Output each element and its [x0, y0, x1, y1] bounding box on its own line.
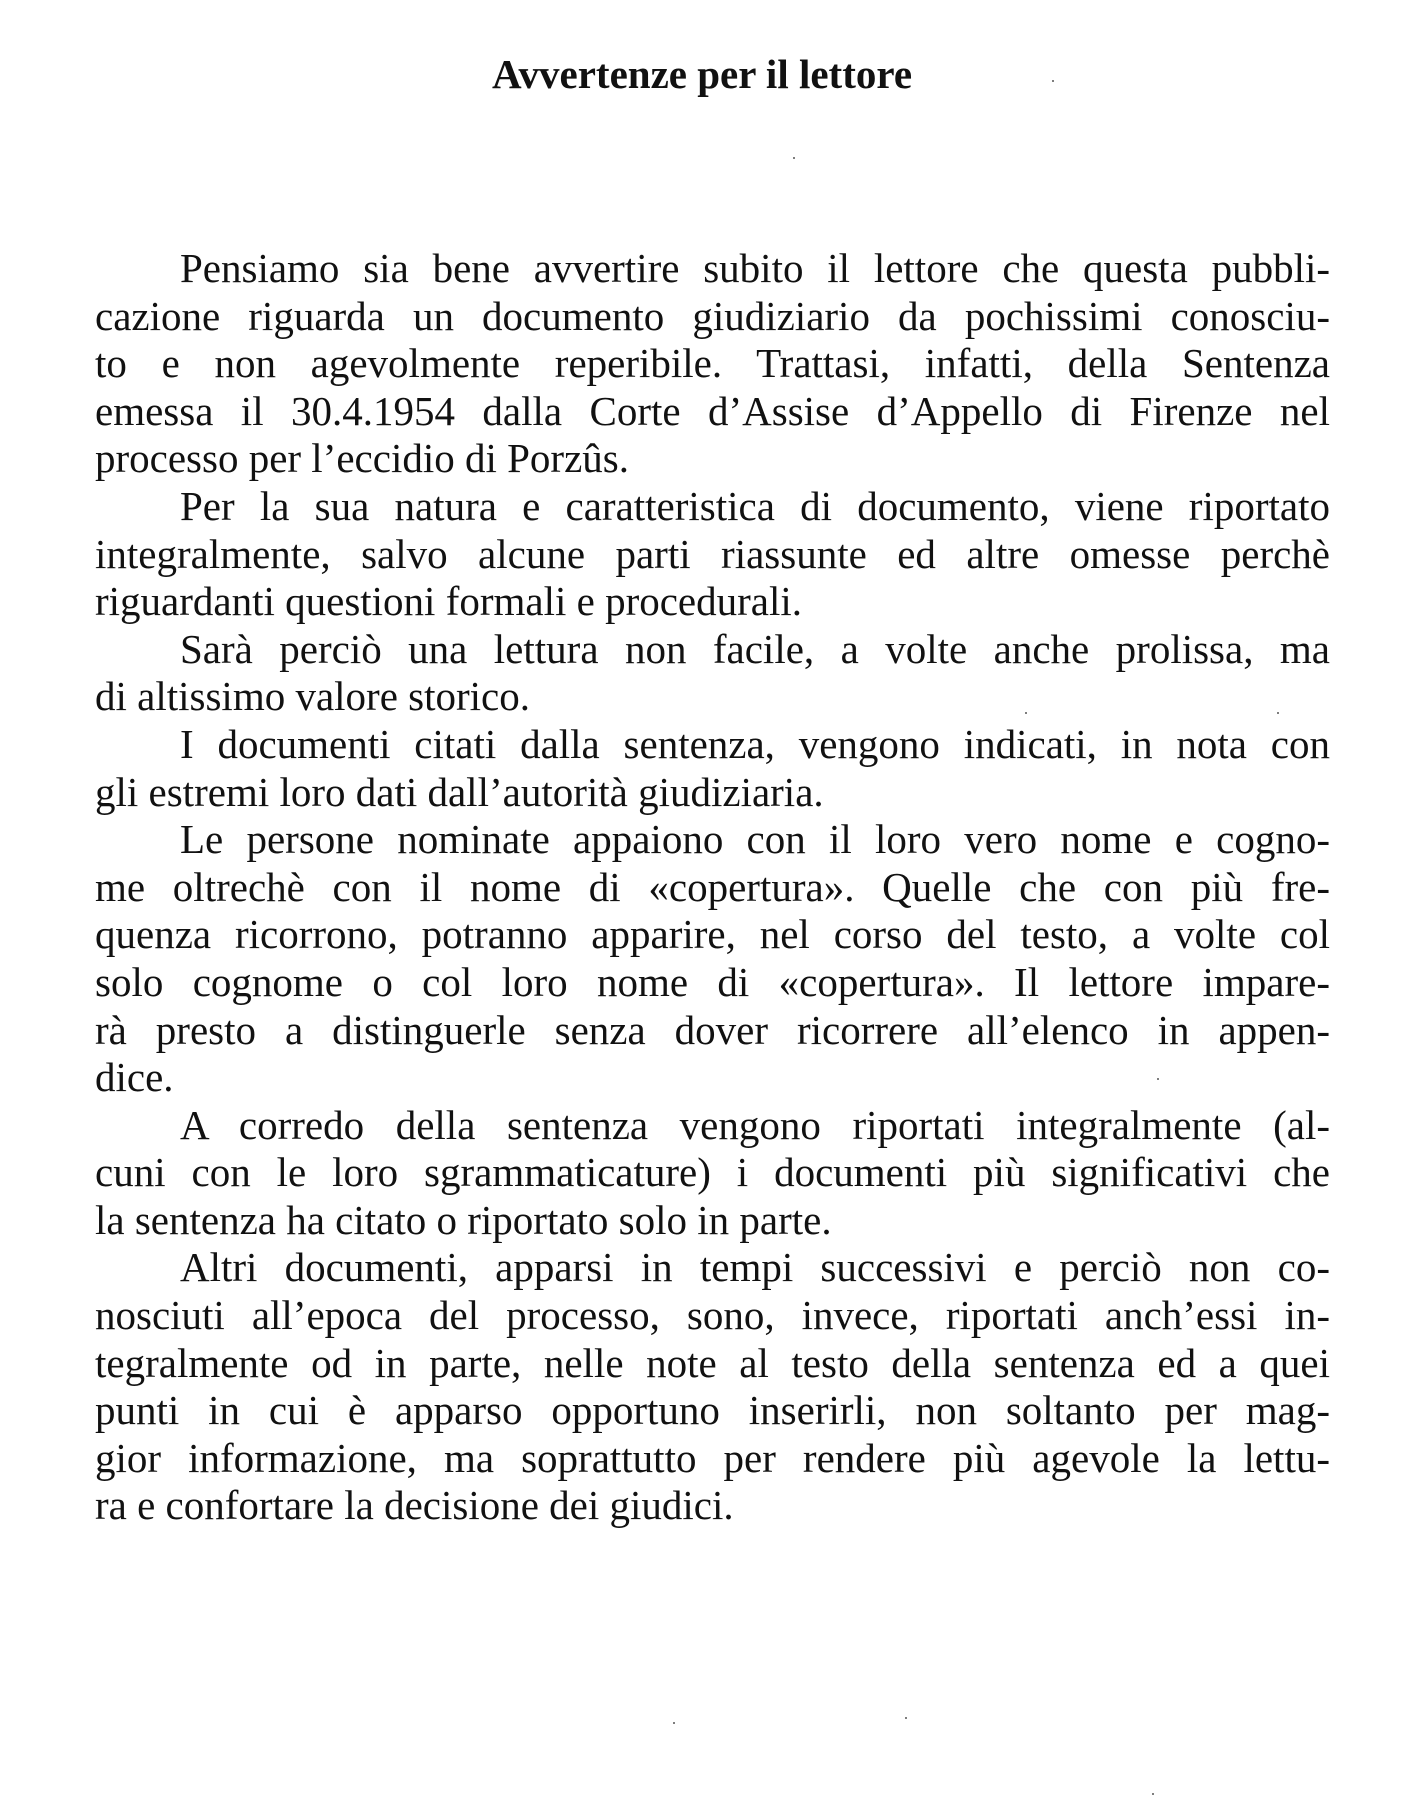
paragraph-7	[95, 1244, 1330, 1530]
scan-speck	[1277, 712, 1279, 714]
body-text	[95, 245, 1330, 1530]
text-line: cazione riguarda un documento giudiziario da pochissimi conosciu-	[95, 292, 1330, 339]
text-line: to e non agevolmente reperibile. Trattasi, infatti, della Sentenza	[95, 340, 1330, 387]
paragraph-3	[95, 626, 1330, 721]
paragraph-6	[95, 1102, 1330, 1245]
page-title: Avvertenze per il lettore	[491, 51, 913, 97]
text-line: integralmente, salvo alcune parti riassunte ed altre omesse perchè	[95, 530, 1330, 577]
text-line: Altri documenti, apparsi in tempi successivi e perciò non co-	[180, 1244, 1330, 1291]
text-line: Per la sua natura e caratteristica di documento, viene riportato	[180, 482, 1330, 529]
text-line: ra e confortare la decisione dei giudici.	[95, 1482, 734, 1529]
text-line: emessa il 30.4.1954 dalla Corte d’Assise d’Appello di Firenze nel	[95, 387, 1330, 434]
scan-speck	[673, 1722, 675, 1724]
text-line: Pensiamo sia bene avvertire subito il lettore che questa pubbli-	[180, 245, 1330, 291]
paragraph-1	[95, 245, 1330, 483]
text-line: solo cognome o col loro nome di «copertura». Il lettore impare-	[95, 958, 1330, 1005]
text-line: rà presto a distinguerle senza dover ricorrere all’elenco in appen-	[95, 1006, 1330, 1053]
scan-speck	[1025, 712, 1027, 714]
paragraph-2	[95, 483, 1330, 626]
text-line: gior informazione, ma soprattutto per rendere più agevole la lettu-	[95, 1434, 1330, 1481]
text-line: processo per l’eccidio di Porzûs.	[95, 435, 629, 482]
paragraph-5	[95, 816, 1330, 1102]
scan-speck	[1152, 1793, 1154, 1795]
scan-speck	[905, 1717, 907, 1719]
text-line: I documenti citati dalla sentenza, vengono indicati, in nota con	[180, 720, 1330, 767]
text-line: me oltrechè con il nome di «copertura». Quelle che con più fre-	[95, 863, 1330, 910]
text-line: cuni con le loro sgrammaticature) i documenti più significativi che	[95, 1149, 1330, 1196]
text-line: Le persone nominate appaiono con il loro vero nome e cogno-	[180, 816, 1330, 863]
text-line: riguardanti questioni formali e procedurali.	[95, 578, 803, 625]
text-line: tegralmente od in parte, nelle note al testo della sentenza ed a quei	[95, 1339, 1330, 1386]
text-line: A corredo della sentenza vengono riportati integralmente (al-	[180, 1101, 1330, 1148]
text-line: di altissimo valore storico.	[95, 673, 530, 720]
text-line: quenza ricorrono, potranno apparire, nel corso del testo, a volte col	[95, 911, 1330, 958]
text-line: la sentenza ha citato o riportato solo in parte.	[95, 1196, 832, 1243]
scan-speck	[1052, 80, 1054, 82]
text-line: nosciuti all’epoca del processo, sono, invece, riportati anch’essi in-	[95, 1292, 1330, 1339]
paragraph-4	[95, 721, 1330, 816]
scan-speck	[1157, 1078, 1159, 1080]
text-line: gli estremi loro dati dall’autorità giudiziaria.	[95, 768, 824, 815]
text-line: punti in cui è apparso opportuno inserirli, non soltanto per mag-	[95, 1387, 1330, 1434]
scan-speck	[793, 157, 795, 159]
text-line: Sarà perciò una lettura non facile, a volte anche prolissa, ma	[180, 625, 1330, 672]
text-line: dice.	[95, 1054, 174, 1101]
